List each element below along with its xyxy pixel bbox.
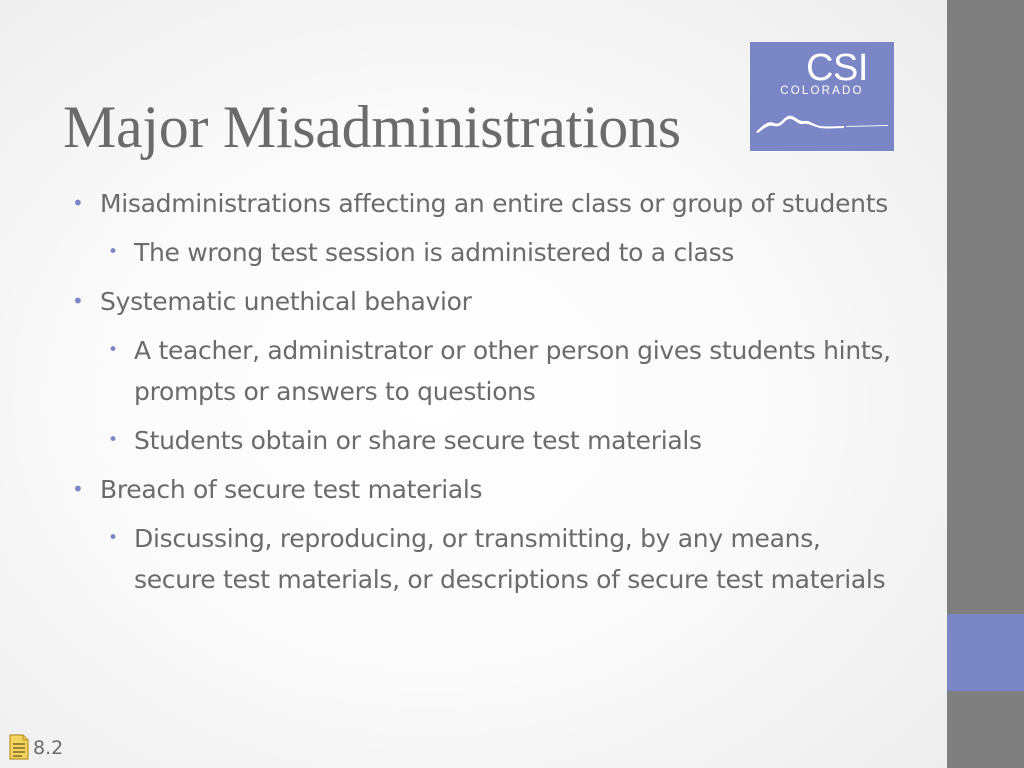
bullet-dot-icon: • <box>108 430 118 450</box>
sub-bullet-item <box>70 420 900 461</box>
bullet-text: The wrong test session is administered to a class <box>134 238 735 267</box>
csi-colorado-logo <box>750 42 894 151</box>
bullet-text: Students obtain or share secure test materials <box>134 426 702 455</box>
logo-subtitle: COLORADO <box>780 85 864 97</box>
bullet-dot-icon: • <box>72 289 84 313</box>
side-accent-block <box>947 614 1024 691</box>
bullet-dot-icon: • <box>108 528 118 548</box>
mountain-logo-icon <box>750 104 894 134</box>
notes-icon[interactable] <box>8 733 30 761</box>
bullet-list <box>70 183 900 608</box>
bullet-item <box>70 183 900 224</box>
bullet-text: Systematic unethical behavior <box>100 287 472 316</box>
bullet-item <box>70 281 900 322</box>
sub-bullet-item <box>70 330 900 412</box>
slide-title: Major Misadministrations <box>63 94 681 160</box>
bullet-text: Breach of secure test materials <box>100 475 483 504</box>
bullet-text: Misadministrations affecting an entire class or group of students <box>100 189 888 218</box>
page-number: 8.2 <box>33 737 64 759</box>
bullet-dot-icon: • <box>108 242 118 262</box>
bullet-item <box>70 469 900 510</box>
bullet-dot-icon: • <box>72 477 84 501</box>
bullet-text: Discussing, reproducing, or transmitting, by any means, secure test materials, or descriptions of secure test materials <box>134 524 886 594</box>
sub-bullet-item <box>70 232 900 273</box>
logo-name: CSI <box>806 47 868 89</box>
bullet-text: A teacher, administrator or other person gives students hints, prompts or answers to questions <box>134 336 891 406</box>
sub-bullet-item <box>70 518 900 600</box>
bullet-dot-icon: • <box>72 191 84 215</box>
bullet-dot-icon: • <box>108 340 118 360</box>
